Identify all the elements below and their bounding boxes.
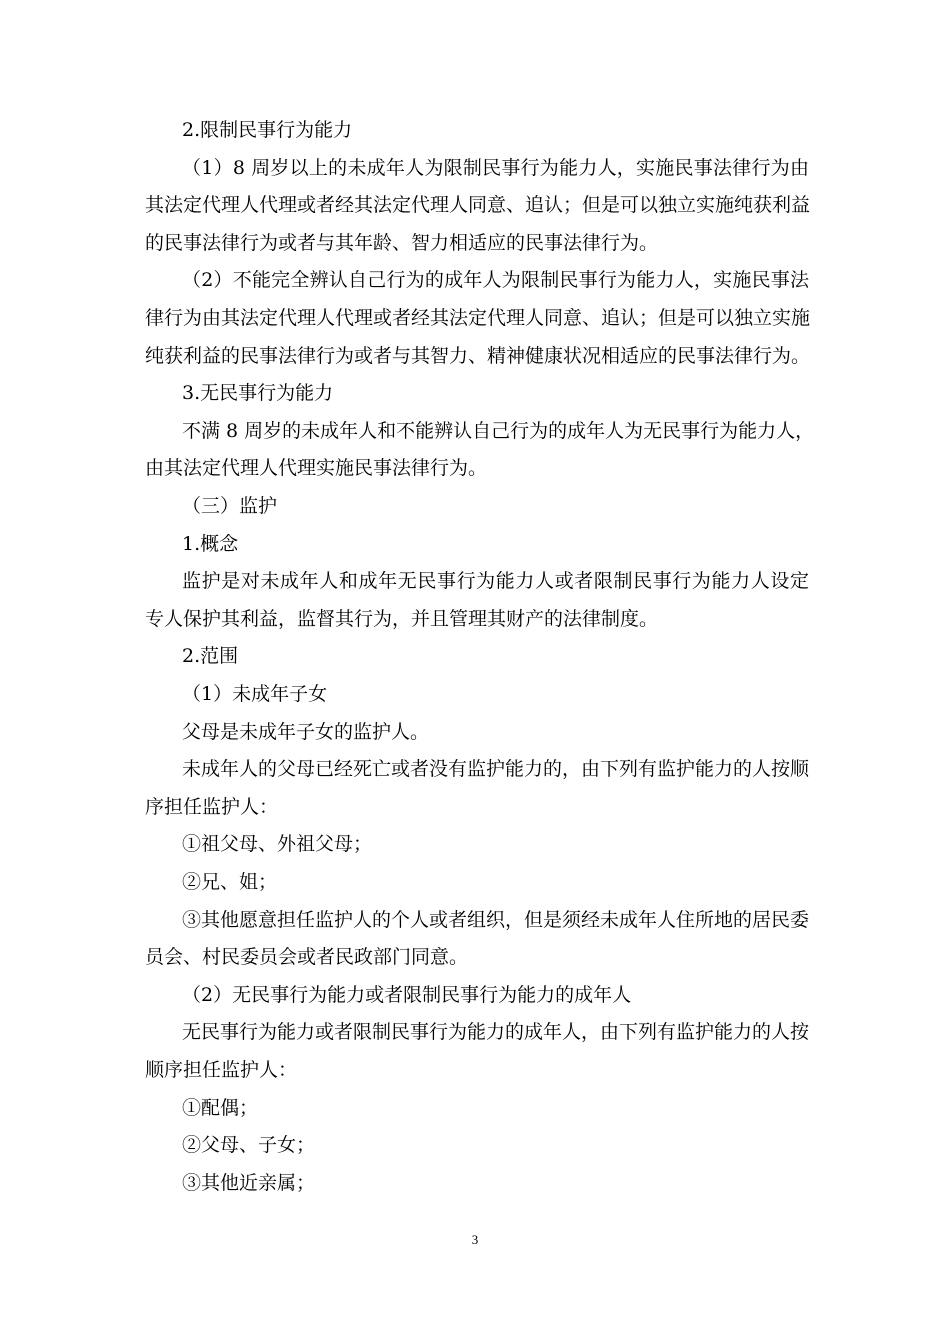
paragraph-line: ①祖父母、外祖父母； [182, 833, 373, 856]
paragraph-line: ③其他近亲属； [182, 1171, 316, 1194]
paragraph-line: ③其他愿意担任监护人的个人或者组织，但是须经未成年人住所地的居民委 [182, 908, 810, 931]
paragraph-line: 由其法定代理人代理实施民事法律行为。 [145, 457, 488, 480]
paragraph-line: （1）8 周岁以上的未成年人为限制民事行为能力人，实施民事法律行为由 [182, 156, 809, 179]
page-number: 3 [471, 1232, 479, 1247]
paragraph-line: 2.范围 [182, 645, 239, 668]
paragraph-line: ②兄、姐； [182, 871, 278, 893]
paragraph-line: （2）不能完全辨认自己行为的成年人为限制民事行为能力人，实施民事法 [182, 269, 809, 292]
paragraph-line: （三）监护 [182, 495, 278, 517]
paragraph-line: 的民事法律行为或者与其年龄、智力相适应的民事法律行为。 [145, 231, 659, 254]
paragraph-line: （1）未成年子女 [182, 683, 328, 705]
paragraph-line: 专人保护其利益，监督其行为，并且管理其财产的法律制度。 [145, 607, 659, 630]
paragraph-line: 其法定代理人代理或者经其法定代理人同意、追认；但是可以独立实施纯获利益 [145, 194, 811, 217]
paragraph-line: 顺序担任监护人： [145, 1059, 298, 1081]
paragraph-line: 监护是对未成年人和成年无民事行为能力人或者限制民事行为能力人设定 [182, 570, 809, 593]
paragraph-line: 未成年人的父母已经死亡或者没有监护能力的，由下列有监护能力的人按顺 [182, 758, 810, 781]
paragraph-line: 父母是未成年子女的监护人。 [182, 720, 430, 743]
paragraph-line: 律行为由其法定代理人代理或者经其法定代理人同意、追认；但是可以独立实施 [145, 307, 811, 329]
paragraph-line: 2.限制民事行为能力 [182, 119, 353, 141]
paragraph-line: 纯获利益的民事法律行为或者与其智力、精神健康状况相适应的民事法律行为。 [145, 344, 811, 367]
paragraph-line: 序担任监护人： [145, 795, 279, 818]
paragraph-line: ②父母、子女； [182, 1134, 316, 1157]
paragraph-line: 员会、村民委员会或者民政部门同意。 [145, 946, 469, 969]
paragraph-line: 无民事行为能力或者限制民事行为能力的成年人，由下列有监护能力的人按 [182, 1021, 810, 1044]
paragraph-line: （2）无民事行为能力或者限制民事行为能力的成年人 [182, 983, 632, 1006]
paragraph-line: ①配偶； [182, 1096, 259, 1119]
paragraph-line: 1.概念 [182, 532, 239, 555]
paragraph-line: 3.无民事行为能力 [182, 382, 334, 405]
paragraph-line: 不满 8 周岁的未成年人和不能辨认自己行为的成年人为无民事行为能力人， [182, 419, 815, 442]
